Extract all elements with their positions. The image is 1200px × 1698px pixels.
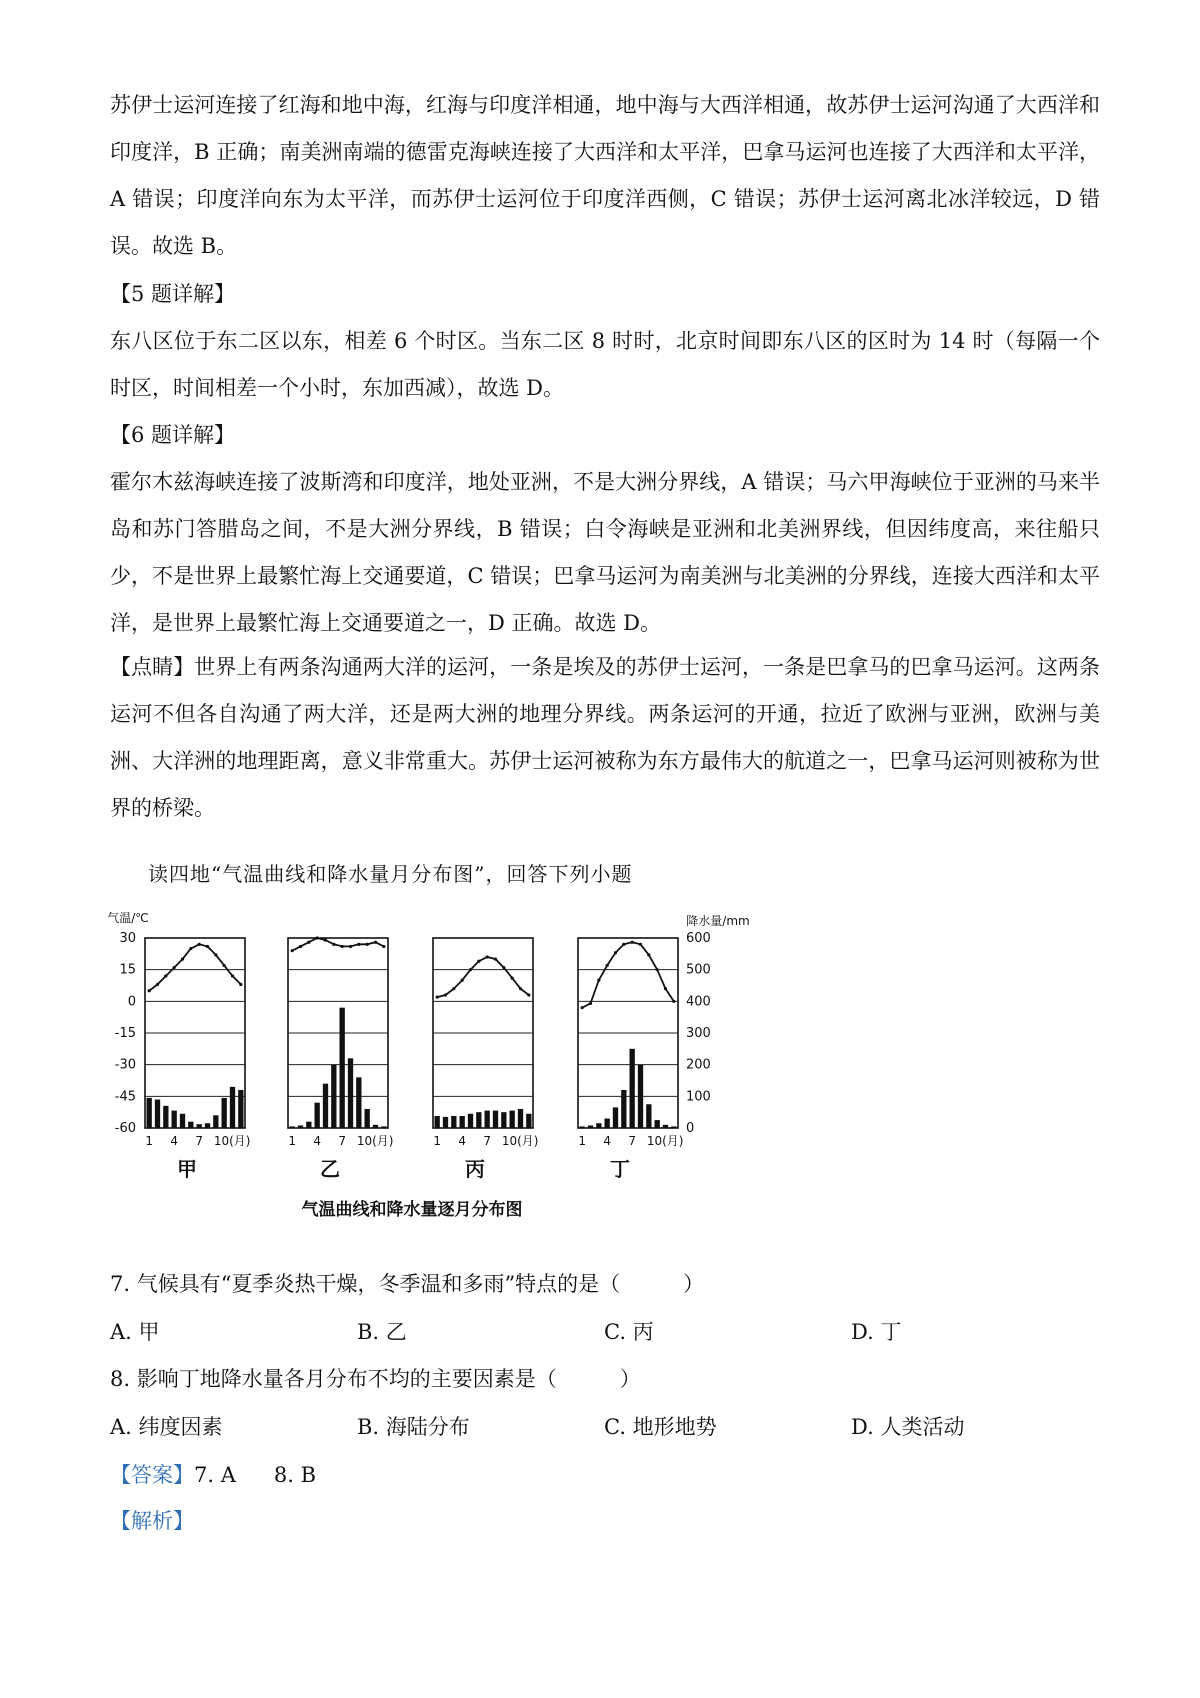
tip-heading: 【点睛】 [110, 655, 195, 679]
temperature-point [614, 951, 617, 954]
temperature-point [664, 987, 667, 990]
section-6-heading: 【6 题详解】 [110, 423, 236, 447]
paragraph-canal: 苏伊士运河连接了红海和地中海，红海与印度洋相通，地中海与大西洋相通，故苏伊士运河沟通了大西洋和印度洋，B 正确；南美洲南端的德雷克海峡连接了大西洋和太平洋，巴拿马运河也连接了大西洋和太平洋，A 错误；印度洋向东为太平洋，而苏伊士运河位于印度洋西侧，C 错误；苏伊士运河离北冰洋较远，D 错误。故选 B。 [110, 93, 1100, 258]
temperature-point [374, 941, 377, 944]
temperature-line [292, 938, 384, 951]
question-8-option-d[interactable]: D. 人类活动 [851, 1415, 965, 1439]
temperature-point [156, 983, 159, 986]
precip-bar [373, 1125, 378, 1128]
precip-bar [222, 1098, 227, 1128]
precip-bar [197, 1124, 202, 1128]
precip-bar [518, 1109, 523, 1128]
temperature-point [357, 943, 360, 946]
precip-bar [348, 1058, 353, 1128]
right-tick-label: 400 [686, 994, 711, 1010]
right-tick-label: 200 [686, 1057, 711, 1073]
section-6 [110, 412, 1100, 647]
right-tick-label: 100 [686, 1089, 711, 1105]
question-8-option-a[interactable]: A. 纬度因素 [110, 1415, 223, 1439]
question-7-option-c[interactable]: C. 丙 [604, 1320, 654, 1344]
left-tick-label: 15 [119, 962, 136, 978]
precip-bar [213, 1115, 218, 1128]
temperature-point [511, 977, 514, 980]
section-5-text: 东八区位于东二区以东，相差 6 个时区。当东二区 8 时时，北京时间即东八区的区时为 14 时（每隔一个时区，时间相差一个小时，东加西减），故选 D。 [110, 329, 1100, 400]
precip-bar [663, 1125, 668, 1128]
left-axis-label: 气温/℃ [107, 911, 149, 925]
temperature-point [656, 968, 659, 971]
temperature-point [452, 987, 455, 990]
precip-bar [147, 1098, 152, 1128]
precip-bar [365, 1109, 370, 1128]
x-tick-label: 10(月) [646, 1134, 684, 1148]
temperature-line [582, 942, 674, 1008]
left-tick-label: 0 [127, 994, 136, 1010]
temperature-point [494, 958, 497, 961]
temperature-point [597, 979, 600, 982]
x-tick-label: 7 [483, 1134, 491, 1148]
right-tick-label: 500 [686, 962, 711, 978]
precip-bar [596, 1123, 601, 1128]
temperature-line [149, 944, 241, 991]
question-8-stem: 8. 影响丁地降水量各月分布不均的主要因素是（ ） [110, 1367, 641, 1391]
temperature-point [206, 945, 209, 948]
temperature-point [589, 1002, 592, 1005]
temperature-point [581, 1006, 584, 1009]
answer-7: 7. A [194, 1463, 236, 1487]
precip-bar [298, 1125, 303, 1128]
tip-text: 世界上有两条沟通两大洋的运河，一条是埃及的苏伊士运河，一条是巴拿马的巴拿马运河。这两条运河不但各自沟通了两大洋，还是两大洲的地理分界线。两条运河的开通，拉近了欧洲与亚洲，欧洲与美洲、大洋洲的地理距离，意义非常重大。苏伊士运河被称为东方最伟大的航道之一，巴拿马运河则被称为世界的桥梁。 [110, 655, 1101, 820]
left-tick-label: -15 [114, 1026, 136, 1041]
panel-name: 丁 [610, 1157, 630, 1181]
precip-bar [485, 1111, 490, 1128]
x-tick-label: 10(月) [356, 1134, 394, 1148]
answer-label: 【答案】 [110, 1463, 194, 1487]
section-6-text: 霍尔木兹海峡连接了波斯湾和印度洋，地处亚洲，不是大洲分界线，A 错误；马六甲海峡位于亚洲的马来半岛和苏门答腊岛之间，不是大洲分界线，B 错误；白令海峡是亚洲和北美洲界线，但因纬度高，来往船只少，不是世界上最繁忙海上交通要道，C 错误；巴拿马运河为南美洲与北美洲的分界线，连接大西洋和太平洋，是世界上最繁忙海上交通要道之一，D 正确。故选 D。 [110, 470, 1100, 635]
precip-bar [621, 1090, 626, 1128]
precip-bar [238, 1090, 243, 1128]
x-tick-label: 1 [288, 1134, 296, 1148]
x-tick-label: 10(月) [501, 1134, 539, 1148]
temperature-point [189, 947, 192, 950]
temperature-point [231, 974, 234, 977]
precip-bar [671, 1126, 676, 1128]
temperature-point [647, 953, 650, 956]
question-7-option-d[interactable]: D. 丁 [851, 1320, 902, 1344]
precip-bar [155, 1100, 160, 1129]
left-tick-label: -45 [114, 1089, 136, 1105]
temperature-point [461, 979, 464, 982]
x-tick-label: 1 [145, 1134, 153, 1148]
answer-line [110, 1459, 316, 1489]
question-7-option-a[interactable]: A. 甲 [110, 1320, 160, 1344]
question-7-stem: 7. 气候具有“夏季炎热干燥，冬季温和多雨”特点的是（ ） [110, 1272, 705, 1296]
precip-bar [340, 1008, 345, 1128]
precip-bar [476, 1112, 481, 1128]
figure-intro: 读四地“气温曲线和降水量月分布图”，回答下列小题 [148, 862, 633, 886]
temperature-point [223, 964, 226, 967]
panel-name: 乙 [320, 1157, 340, 1181]
panel-name: 甲 [177, 1157, 197, 1181]
temperature-point [382, 945, 385, 948]
precip-bar [605, 1119, 610, 1129]
precip-bar [588, 1125, 593, 1128]
precip-bar [510, 1111, 515, 1128]
temperature-point [486, 955, 489, 958]
x-tick-label: 4 [170, 1134, 178, 1148]
x-tick-label: 7 [628, 1134, 636, 1148]
x-tick-label: 4 [313, 1134, 321, 1148]
right-tick-label: 600 [686, 931, 711, 946]
left-tick-label: 30 [119, 931, 136, 946]
temperature-line [437, 957, 529, 997]
question-7-option-b[interactable]: B. 乙 [357, 1320, 407, 1344]
precip-bar [172, 1111, 177, 1128]
temperature-point [349, 945, 352, 948]
temperature-point [366, 943, 369, 946]
precip-bar [188, 1122, 193, 1128]
precip-bar [306, 1122, 311, 1128]
temperature-point [299, 945, 302, 948]
temperature-point [181, 958, 184, 961]
precip-bar [443, 1117, 448, 1128]
temperature-point [341, 945, 344, 948]
precip-bar [468, 1114, 473, 1128]
temperature-point [502, 966, 505, 969]
temperature-point [173, 966, 176, 969]
temperature-point [639, 943, 642, 946]
precip-bar [526, 1114, 531, 1128]
x-tick-label: 1 [433, 1134, 441, 1148]
precip-bar [290, 1126, 295, 1128]
precip-bar [230, 1087, 235, 1128]
precip-bar [501, 1112, 506, 1128]
precip-bar [493, 1111, 498, 1128]
x-tick-label: 10(月) [213, 1134, 251, 1148]
temperature-point [164, 974, 167, 977]
left-tick-label: -60 [114, 1121, 136, 1136]
temperature-point [214, 953, 217, 956]
question-8-option-b[interactable]: B. 海陆分布 [357, 1415, 470, 1439]
right-tick-label: 0 [686, 1121, 695, 1136]
x-tick-label: 4 [603, 1134, 611, 1148]
temperature-point [436, 996, 439, 999]
temperature-point [444, 993, 447, 996]
precip-bar [205, 1123, 210, 1128]
temperature-point [519, 987, 522, 990]
right-tick-label: 300 [686, 1026, 711, 1041]
precip-bar [630, 1049, 635, 1128]
x-tick-label: 7 [195, 1134, 203, 1148]
temperature-point [527, 993, 530, 996]
temperature-point [606, 964, 609, 967]
section-5-heading: 【5 题详解】 [110, 282, 236, 306]
precip-bar [163, 1106, 168, 1128]
precip-bar [580, 1126, 585, 1128]
precip-bar [655, 1120, 660, 1128]
precip-bar [646, 1104, 651, 1128]
x-tick-label: 1 [578, 1134, 586, 1148]
precip-bar [315, 1103, 320, 1128]
panel-name: 丙 [465, 1157, 485, 1181]
precip-bar [381, 1126, 386, 1128]
temperature-point [198, 943, 201, 946]
temperature-point [672, 1000, 675, 1003]
left-tick-label: -30 [114, 1057, 136, 1073]
x-tick-label: 4 [458, 1134, 466, 1148]
temperature-point [332, 943, 335, 946]
temperature-point [307, 941, 310, 944]
chart-title: 气温曲线和降水量逐月分布图 [301, 1200, 523, 1220]
temperature-point [316, 936, 319, 939]
question-8-option-c[interactable]: C. 地形地势 [604, 1415, 717, 1439]
answer-8: 8. B [273, 1463, 317, 1487]
tip-block [110, 644, 1100, 832]
precip-bar [323, 1084, 328, 1128]
precip-bar [451, 1116, 456, 1128]
temperature-point [324, 939, 327, 942]
precip-bar [356, 1077, 361, 1128]
temperature-point [477, 960, 480, 963]
temperature-point [148, 989, 151, 992]
explanation-top [110, 82, 1100, 270]
temperature-point [631, 941, 634, 944]
temperature-point [239, 983, 242, 986]
precip-bar [180, 1114, 185, 1128]
precip-bar [613, 1107, 618, 1128]
temperature-point [622, 943, 625, 946]
section-5 [110, 271, 1100, 412]
precip-bar [460, 1116, 465, 1128]
climate-figure [100, 900, 800, 1230]
right-axis-label: 降水量/mm [686, 914, 750, 928]
temperature-point [291, 949, 294, 952]
temperature-point [469, 968, 472, 971]
precip-bar [638, 1065, 643, 1128]
precip-bar [435, 1116, 440, 1128]
precip-bar [331, 1065, 336, 1128]
x-tick-label: 7 [338, 1134, 346, 1148]
analysis-label: 【解析】 [110, 1509, 194, 1533]
